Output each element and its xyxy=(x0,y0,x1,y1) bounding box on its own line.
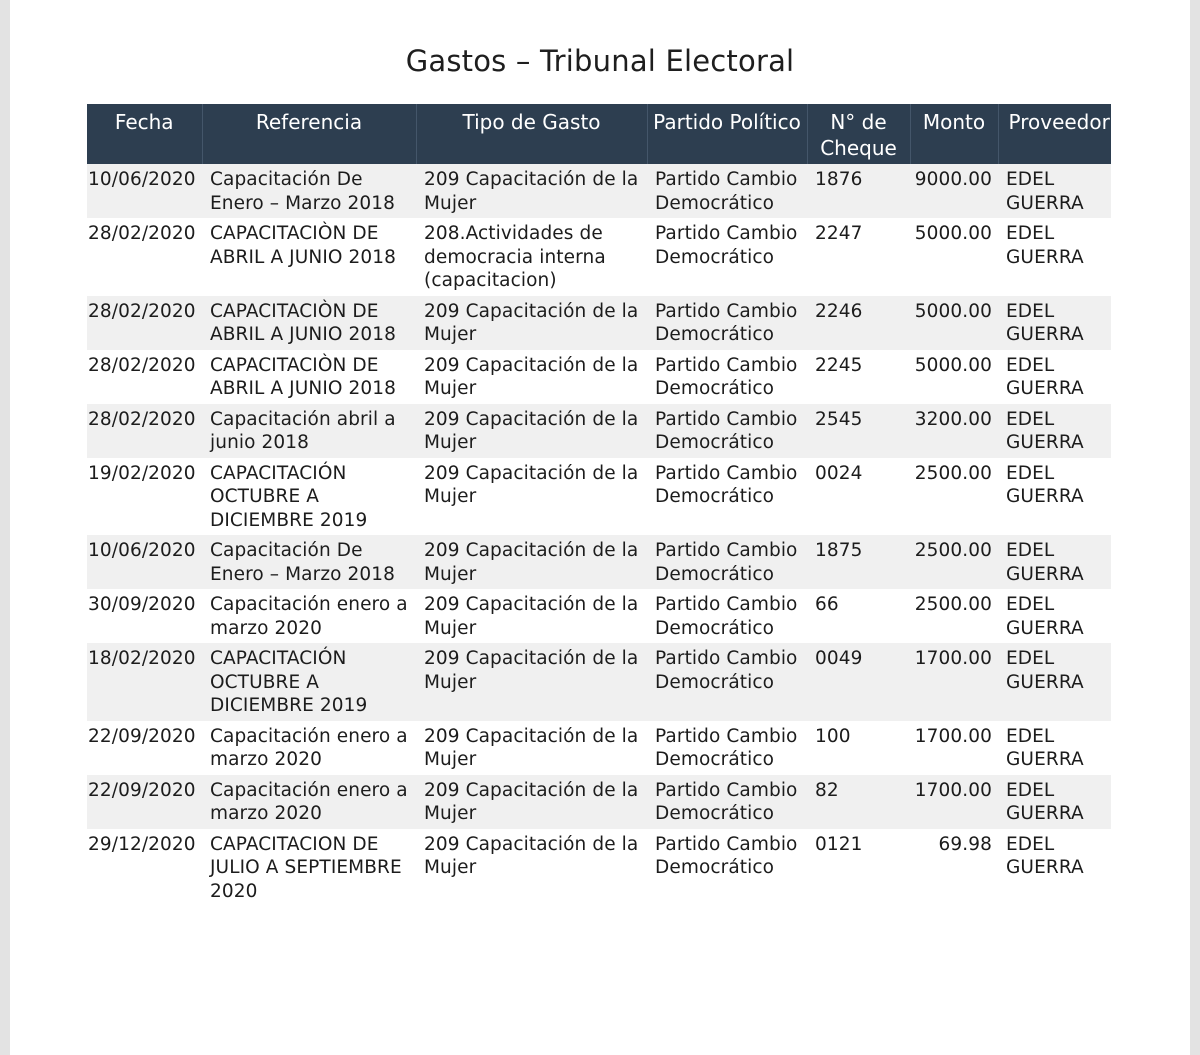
cell-fecha: 22/09/2020 xyxy=(88,779,196,801)
cell-tipo-de-gasto: 209 Capacitación de la Mujer xyxy=(424,648,639,693)
cell-fecha: 28/02/2020 xyxy=(88,300,196,322)
cell-monto: 5000.00 xyxy=(914,354,992,376)
cell-proveedor: EDEL GUERRA xyxy=(1006,223,1084,268)
cell-partido-politico: Partido Cambio Democrático xyxy=(655,354,798,399)
cell-tipo-de-gasto: 208.Actividades de democracia interna (capacitacion) xyxy=(424,223,606,291)
cell-tipo-de-gasto: 209 Capacitación de la Mujer xyxy=(424,540,639,585)
cell-proveedor: EDEL GUERRA xyxy=(1006,648,1084,693)
cell-partido-politico: Partido Cambio Democrático xyxy=(655,540,798,585)
cell-referencia: Capacitación enero a marzo 2020 xyxy=(210,779,408,824)
cell-fecha: 19/02/2020 xyxy=(88,462,196,484)
column-header-proveedor: Proveedor xyxy=(1008,110,1110,134)
table-header xyxy=(87,104,1111,164)
cell-monto: 1700.00 xyxy=(914,779,992,801)
cell-partido-politico: Partido Cambio Democrático xyxy=(655,648,798,693)
cell-tipo-de-gasto: 209 Capacitación de la Mujer xyxy=(424,354,639,399)
table-row xyxy=(87,164,1111,218)
cell-monto: 5000.00 xyxy=(914,300,992,322)
cell-monto: 9000.00 xyxy=(914,169,992,190)
cell-fecha: 10/06/2020 xyxy=(88,540,196,561)
cell-proveedor: EDEL GUERRA xyxy=(1006,779,1084,824)
cell-monto: 2500.00 xyxy=(914,594,992,615)
table-row xyxy=(87,775,1111,829)
cell-fecha: 28/02/2020 xyxy=(88,223,196,244)
cell-partido-politico: Partido Cambio Democrático xyxy=(655,408,798,453)
table-row xyxy=(87,350,1111,404)
cell-tipo-de-gasto: 209 Capacitación de la Mujer xyxy=(424,408,639,453)
cell-partido-politico: Partido Cambio Democrático xyxy=(655,223,798,268)
column-header-referencia: Referencia xyxy=(202,104,416,164)
cell-fecha: 29/12/2020 xyxy=(88,833,196,855)
column-header-fecha: Fecha xyxy=(87,104,202,164)
cell-tipo-de-gasto: 209 Capacitación de la Mujer xyxy=(424,594,639,639)
cell-referencia: CAPACITACION DE JULIO A SEPTIEMBRE 2020 xyxy=(210,833,402,902)
cell-referencia: Capacitación abril a junio 2018 xyxy=(210,408,396,453)
table-row xyxy=(87,535,1111,589)
cell-tipo-de-gasto: 209 Capacitación de la Mujer xyxy=(424,169,639,214)
cell-referencia: CAPACITACIÒN DE ABRIL A JUNIO 2018 xyxy=(210,223,396,268)
cell-referencia: Capacitación De Enero – Marzo 2018 xyxy=(210,540,396,585)
cell-partido-politico: Partido Cambio Democrático xyxy=(655,169,798,214)
column-header-partido-politico: Partido Político xyxy=(647,104,807,164)
cell-numero-cheque: 100 xyxy=(815,725,851,747)
cell-partido-politico: Partido Cambio Democrático xyxy=(655,594,798,639)
cell-monto: 5000.00 xyxy=(914,223,992,244)
cell-monto: 1700.00 xyxy=(914,648,992,669)
cell-numero-cheque: 0049 xyxy=(815,648,863,669)
table-row xyxy=(87,829,1111,907)
page-title: Gastos – Tribunal Electoral xyxy=(405,44,795,78)
table-row xyxy=(87,404,1111,458)
cell-referencia: Capacitación enero a marzo 2020 xyxy=(210,725,408,770)
cell-tipo-de-gasto: 209 Capacitación de la Mujer xyxy=(424,725,639,770)
cell-monto: 2500.00 xyxy=(914,540,992,561)
cell-proveedor: EDEL GUERRA xyxy=(1006,725,1084,770)
cell-referencia: CAPACITACIÓN OCTUBRE A DICIEMBRE 2019 xyxy=(210,462,368,531)
cell-fecha: 18/02/2020 xyxy=(88,648,196,669)
cell-fecha: 30/09/2020 xyxy=(88,594,196,615)
column-header-monto: Monto xyxy=(910,104,998,164)
table-row xyxy=(87,458,1111,536)
cell-fecha: 28/02/2020 xyxy=(88,354,196,376)
cell-numero-cheque: 0121 xyxy=(815,833,863,855)
column-header-numero-cheque: N° de Cheque xyxy=(807,104,910,164)
table-row xyxy=(87,589,1111,643)
cell-fecha: 28/02/2020 xyxy=(88,408,196,430)
cell-numero-cheque: 1876 xyxy=(815,169,863,190)
column-header-tipo-de-gasto: Tipo de Gasto xyxy=(416,104,647,164)
cell-partido-politico: Partido Cambio Democrático xyxy=(655,462,798,507)
cell-referencia: CAPACITACIÒN DE ABRIL A JUNIO 2018 xyxy=(210,354,396,399)
table-row xyxy=(87,643,1111,721)
cell-partido-politico: Partido Cambio Democrático xyxy=(655,300,798,345)
cell-proveedor: EDEL GUERRA xyxy=(1006,408,1084,453)
cell-proveedor: EDEL GUERRA xyxy=(1006,169,1084,214)
cell-numero-cheque: 2245 xyxy=(815,354,863,376)
cell-numero-cheque: 2246 xyxy=(815,300,863,322)
cell-proveedor: EDEL GUERRA xyxy=(1006,540,1084,585)
cell-tipo-de-gasto: 209 Capacitación de la Mujer xyxy=(424,300,639,345)
cell-referencia: Capacitación De Enero – Marzo 2018 xyxy=(210,169,396,214)
cell-numero-cheque: 2247 xyxy=(815,223,863,244)
cell-proveedor: EDEL GUERRA xyxy=(1006,354,1084,399)
cell-referencia: CAPACITACIÓN OCTUBRE A DICIEMBRE 2019 xyxy=(210,648,368,716)
cell-tipo-de-gasto: 209 Capacitación de la Mujer xyxy=(424,833,639,878)
cell-partido-politico: Partido Cambio Democrático xyxy=(655,833,798,878)
cell-referencia: CAPACITACIÒN DE ABRIL A JUNIO 2018 xyxy=(210,300,396,345)
cell-proveedor: EDEL GUERRA xyxy=(1006,462,1084,507)
cell-proveedor: EDEL GUERRA xyxy=(1006,300,1084,345)
cell-numero-cheque: 1875 xyxy=(815,540,863,561)
cell-proveedor: EDEL GUERRA xyxy=(1006,594,1084,639)
table-row xyxy=(87,218,1111,296)
cell-partido-politico: Partido Cambio Democrático xyxy=(655,779,798,824)
cell-tipo-de-gasto: 209 Capacitación de la Mujer xyxy=(424,462,639,507)
document-page xyxy=(10,0,1190,1055)
cell-numero-cheque: 2545 xyxy=(815,408,863,430)
cell-proveedor: EDEL GUERRA xyxy=(1006,833,1084,878)
cell-numero-cheque: 82 xyxy=(815,779,839,801)
expenses-table xyxy=(87,104,1111,906)
cell-fecha: 22/09/2020 xyxy=(88,725,196,747)
cell-partido-politico: Partido Cambio Democrático xyxy=(655,725,798,770)
cell-tipo-de-gasto: 209 Capacitación de la Mujer xyxy=(424,779,639,824)
table-body xyxy=(87,164,1111,906)
cell-monto: 2500.00 xyxy=(914,462,992,484)
cell-monto: 3200.00 xyxy=(914,408,992,430)
table-row xyxy=(87,296,1111,350)
cell-referencia: Capacitación enero a marzo 2020 xyxy=(210,594,408,639)
cell-fecha: 10/06/2020 xyxy=(88,169,196,190)
cell-monto: 1700.00 xyxy=(914,725,992,747)
cell-numero-cheque: 66 xyxy=(815,594,839,615)
cell-monto: 69.98 xyxy=(938,833,992,855)
table-row xyxy=(87,721,1111,775)
cell-numero-cheque: 0024 xyxy=(815,462,863,484)
